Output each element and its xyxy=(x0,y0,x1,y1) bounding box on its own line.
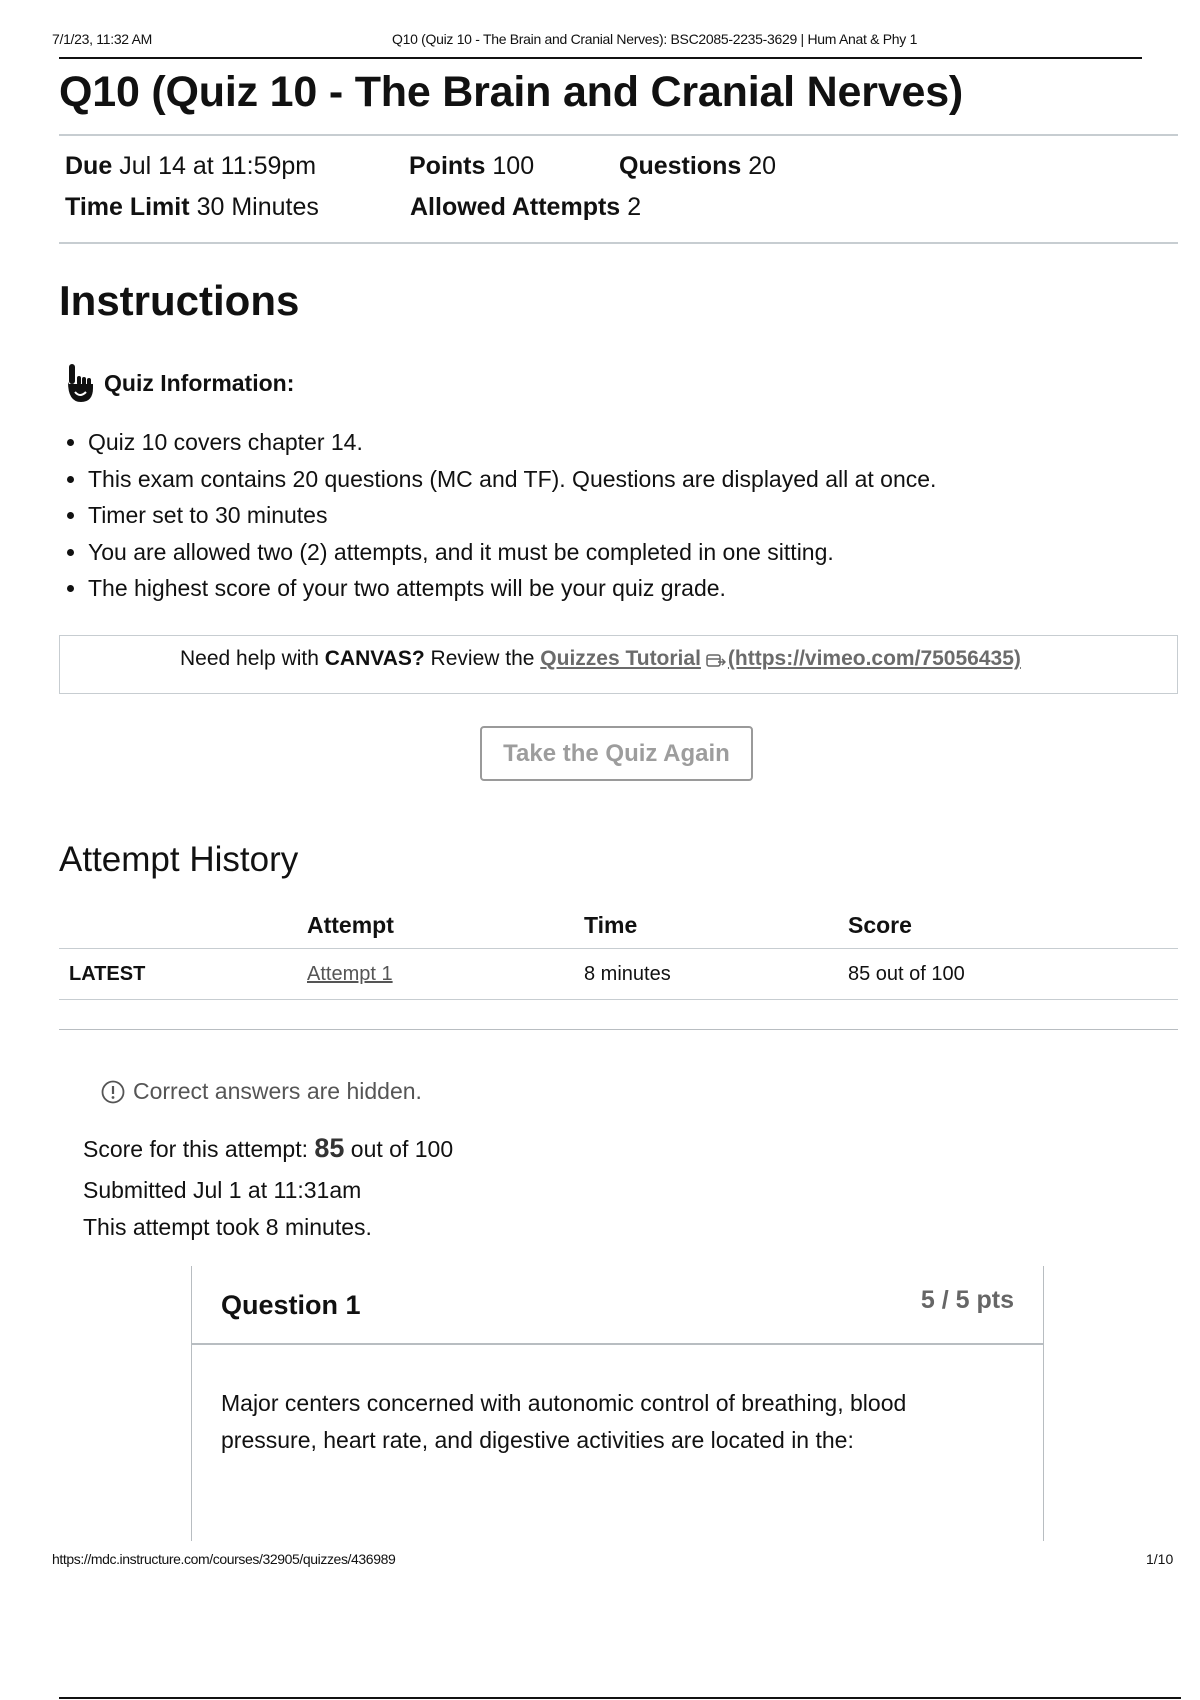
title-divider xyxy=(59,134,1178,136)
questions-value: 20 xyxy=(748,152,777,180)
print-date: 7/1/23, 11:32 AM xyxy=(52,31,153,47)
score-value: 85 xyxy=(314,1133,345,1163)
question-points: 5 / 5 pts xyxy=(920,1286,1014,1314)
question-text: Major centers concerned with autonomic control of breathing, blood pressure, heart rate, and digestive activities are located in the: xyxy=(221,1390,907,1453)
instructions-heading: Instructions xyxy=(59,277,300,324)
quizzes-tutorial-link[interactable]: Quizzes Tutorial xyxy=(540,647,701,670)
question-card xyxy=(191,1266,1044,1541)
answers-hidden-text: Correct answers are hidden. xyxy=(133,1078,422,1104)
time-limit-detail xyxy=(65,193,319,222)
question-title: Question 1 xyxy=(221,1290,361,1320)
print-page-title: Q10 (Quiz 10 - The Brain and Cranial Nerves): BSC2085-2235-3629 | Hum Anat & Phy 1 xyxy=(392,31,918,47)
canvas-help-text xyxy=(180,647,1021,671)
due-value: Jul 14 at 11:59pm xyxy=(119,152,317,180)
time-limit-value: 30 Minutes xyxy=(196,193,319,221)
attempt-score: 85 out of 100 xyxy=(848,963,965,985)
column-header-time: Time xyxy=(584,912,638,938)
quiz-information-header xyxy=(66,362,294,404)
attempt-score-line xyxy=(83,1133,453,1164)
warning-icon xyxy=(101,1080,125,1104)
attempts-value: 2 xyxy=(627,193,642,221)
submitted-text: Submitted Jul 1 at 11:31am xyxy=(83,1177,362,1203)
latest-tag: LATEST xyxy=(69,963,146,985)
canvas-help-box xyxy=(59,635,1178,694)
list-item: • You are allowed two (2) attempts, and it must be completed in one sitting. xyxy=(88,534,936,571)
attempts-label: Allowed Attempts xyxy=(410,193,621,221)
list-item: • Timer set to 30 minutes xyxy=(88,497,936,534)
due-label: Due xyxy=(65,152,113,180)
due-detail xyxy=(65,152,316,181)
attempt-history-heading: Attempt History xyxy=(59,840,299,879)
score-prefix: Score for this attempt: xyxy=(83,1136,315,1162)
points-label: Points xyxy=(409,152,486,180)
answers-hidden-notice xyxy=(101,1078,422,1105)
column-header-score: Score xyxy=(848,912,912,938)
questions-label: Questions xyxy=(619,152,742,180)
attempts-detail xyxy=(410,193,641,222)
help-prefix: Need help with xyxy=(180,647,325,670)
help-canvas-bold: CANVAS? xyxy=(324,647,425,670)
table-header-divider xyxy=(59,948,1178,949)
points-detail xyxy=(409,152,534,181)
external-link-icon xyxy=(706,652,726,668)
quiz-information-label: Quiz Information: xyxy=(104,369,295,396)
attempt-duration-text: This attempt took 8 minutes. xyxy=(83,1214,372,1240)
score-suffix: out of 100 xyxy=(344,1136,454,1162)
page-bottom-divider xyxy=(59,1697,1181,1699)
list-item: • This exam contains 20 questions (MC and TF). Questions are displayed all at once. xyxy=(88,461,936,498)
hand-pointing-icon xyxy=(66,362,96,404)
print-url: https://mdc.instructure.com/courses/32905/quizzes/436989 xyxy=(52,1551,396,1567)
take-quiz-again-button[interactable]: Take the Quiz Again xyxy=(480,726,753,781)
print-page-number: 1/10 xyxy=(1146,1551,1174,1567)
list-item: • The highest score of your two attempts will be your quiz grade. xyxy=(88,570,936,607)
questions-detail xyxy=(619,152,776,181)
question-header-divider xyxy=(192,1343,1043,1345)
list-item: • Quiz 10 covers chapter 14. xyxy=(88,424,936,461)
attempt-time: 8 minutes xyxy=(584,963,671,985)
instructions-list xyxy=(58,424,936,607)
points-value: 100 xyxy=(492,152,535,180)
tutorial-url-link[interactable]: (https://vimeo.com/75056435) xyxy=(727,647,1021,670)
details-divider xyxy=(59,242,1178,244)
table-row-divider xyxy=(59,999,1178,1000)
header-divider xyxy=(59,57,1142,59)
help-middle: Review the xyxy=(424,647,541,670)
time-limit-label: Time Limit xyxy=(65,193,190,221)
column-header-attempt: Attempt xyxy=(307,912,394,938)
section-divider xyxy=(59,1029,1178,1030)
attempt-1-link[interactable]: Attempt 1 xyxy=(307,963,393,985)
quiz-title: Q10 (Quiz 10 - The Brain and Cranial Nerves) xyxy=(59,68,964,116)
